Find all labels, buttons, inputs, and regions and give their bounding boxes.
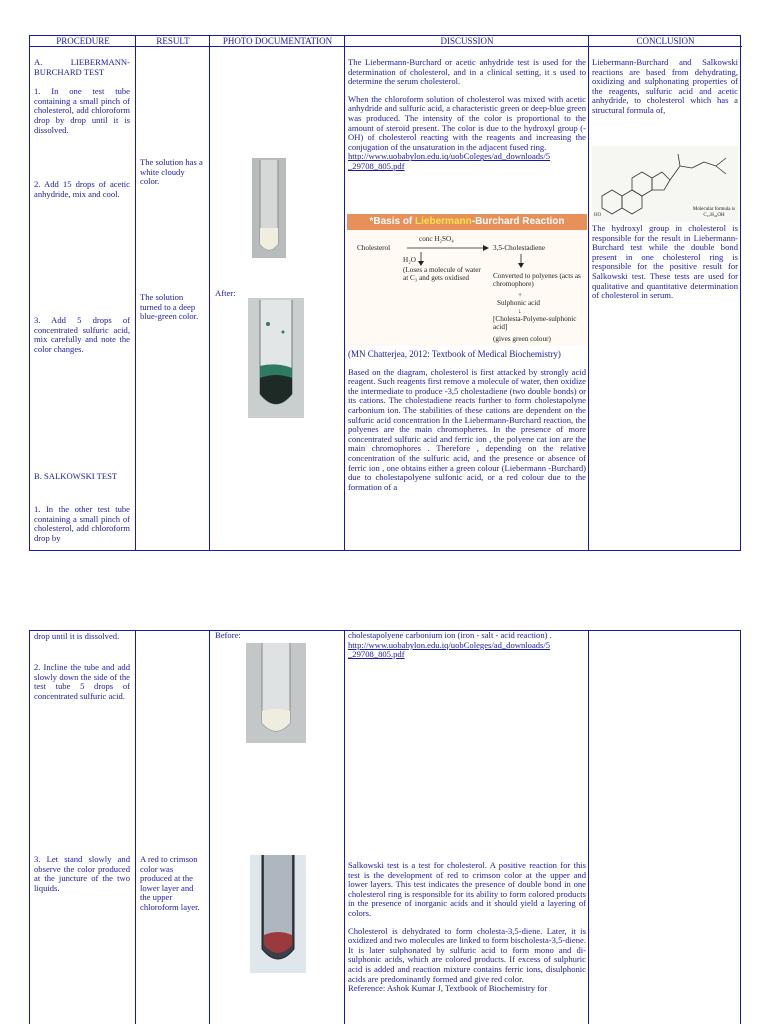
discussion-link-1[interactable]: http://www.uobabylon.edu.iq/uobColeges/ad_downloads/5 _29708_805.pdf bbox=[348, 151, 551, 171]
photo-before-label: Before: bbox=[215, 630, 241, 640]
formula-caption: Molecular formula is C₂₇H₄₆OH bbox=[692, 207, 736, 218]
discussion-color-explanation: When the chloroform solution of cholesterol was mixed with acetic anhydride and sulfuric acid, a characteristic green or deep-blue green was produced. The intensity of the color is proportional to the amount of steroid present. The color is due to the hydroxyl group (-OH) of cholesterol reacting with the reagents and increasing the conjugation of the unsaturation in the adjacent fused ring. bbox=[348, 93, 586, 152]
svg-text:HO: HO bbox=[594, 213, 602, 218]
conclusion-summary: The hydroxyl group in cholesterol is responsible for the result in Liebermann-Burchard test while the double bond present in one cholesterol ring is responsible for the positive result for Salkowski test. These tests are used for qualitative and quantitative determination of cholesterol in serum. bbox=[592, 223, 738, 301]
header-discussion: DISCUSSION bbox=[345, 36, 589, 47]
diagram-down-arrow: ↓ bbox=[518, 307, 522, 315]
discussion-cont: cholestapolyene carbonium ion (iron - salt - acid reaction) . bbox=[348, 630, 552, 640]
procedure-b-step2: 2. Incline the tube and add slowly down the side of the test tube 5 drops of concentrated sulfuric acid. bbox=[34, 662, 130, 701]
procedure-b-title: B. SALKOWSKI TEST bbox=[34, 471, 118, 481]
header-procedure: PROCEDURE bbox=[30, 36, 136, 47]
header-conclusion: CONCLUSION bbox=[589, 36, 742, 47]
photo-after-label: After: bbox=[215, 288, 236, 298]
procedure-a-step3: 3. Add 5 drops of concentrated sulfuric acid, mix carefully and note the color changes. bbox=[34, 315, 130, 354]
results-table-page1 bbox=[29, 35, 741, 551]
results-table-page2 bbox=[29, 630, 741, 1024]
test-tube-photo-red-crimson bbox=[250, 855, 306, 973]
procedure-a-step1: 1. In one test tube containing a small pinch of cholesterol, add chloroform drop by drop until it is dissolved. bbox=[34, 86, 130, 135]
test-tube-photo-before bbox=[246, 643, 306, 743]
diagram-final-color: (gives green colour) bbox=[493, 335, 551, 343]
diagram-title: *Basis of Liebermann-Burchard Reaction bbox=[347, 214, 587, 230]
procedure-a-step2: 2. Add 15 drops of acetic anhydride, mix and cool. bbox=[34, 179, 130, 199]
diagram-plus: + bbox=[518, 291, 523, 299]
diagram-sulphonic: Sulphonic acid bbox=[497, 299, 540, 307]
header-result: RESULT bbox=[136, 36, 210, 47]
procedure-b-step3: 3. Let stand slowly and observe the color produced at the juncture of the two liquids. bbox=[34, 854, 130, 893]
diagram-product: 3,5-Cholestadiene bbox=[493, 244, 546, 252]
discussion-reference: Reference: Ashok Kumar J, Textbook of Biochemistry for bbox=[348, 983, 548, 994]
diagram-h2o: H₂O bbox=[403, 256, 416, 264]
conclusion-intro: Liebermann-Burchard and Salkowski reactions are based from dehydrating, oxidizing and sulphonating properties of the reagents, sulfuric acid and acetic anhydride, to cholesterol which has a structural formula of, bbox=[592, 57, 738, 115]
diagram-converted: Converted to polyenes (acts as chromophore) bbox=[493, 272, 581, 288]
result-white-cloudy: The solution has a white cloudy color. bbox=[140, 157, 203, 187]
discussion-citation: (MN Chatterjea, 2012: Textbook of Medical Biochemistry) bbox=[348, 349, 561, 359]
diagram-final-product: [Cholesta-Polyene-sulphonic acid] bbox=[493, 315, 577, 331]
test-tube-photo-blue-green bbox=[248, 298, 304, 418]
diagram-cholesterol: Cholesterol bbox=[357, 244, 391, 252]
discussion-salkowski: Salkowski test is a test for cholesterol. A positive reaction for this test is the development of red to crimson color at the upper and lower layers. This test indicates the presence of double bond in one cholesterol ring is responsible for its ability to form colored products in the presence of inorganic acids and it should yield a layering of colors. bbox=[348, 860, 586, 918]
procedure-a-title: A. LIEBERMANN-BURCHARD TEST bbox=[34, 57, 130, 77]
arrow-down-icon bbox=[417, 252, 425, 266]
arrow-down-icon bbox=[517, 254, 525, 268]
result-blue-green: The solution turned to a deep blue-green color. bbox=[140, 292, 199, 322]
arrow-right-icon bbox=[407, 244, 489, 252]
diagram-loses-water: (Loses a molecule of water at C₃ and gets oxidised bbox=[403, 266, 481, 282]
discussion-salkowski-mechanism: Cholesterol is dehydrated to form cholesta-3,5-diene. Later, it is oxidized and two molecules are linked to form bischolesta-3,5-diene. It is later sulphonated by sulfuric acid to form mono and di-sulphonic acids, which are colored products. If excess of sulphuric acid is added and reaction mixture contains ferric ions, disulphonic acids are predominantly formed and give red color. bbox=[348, 925, 586, 984]
header-photo-documentation: PHOTO DOCUMENTATION bbox=[210, 36, 345, 47]
procedure-b-step1-cont: drop until it is dissolved. bbox=[34, 631, 120, 641]
procedure-b-step1: 1. In the other test tube containing a small pinch of cholesterol, add chloroform drop by bbox=[34, 504, 130, 543]
discussion-link-2[interactable]: http://www.uobabylon.edu.iq/uobColeges/ad_downloads/5 _29708_805.pdf bbox=[348, 639, 551, 660]
result-red-crimson: A red to crimson color was produced at the lower layer and the upper chloroform layer. bbox=[140, 854, 200, 912]
discussion-mechanism: Based on the diagram, cholesterol is first attacked by strongly acid reagent. Such reagents first remove a molecule of water, then oxidize the intermediate to produce -3,5 cholestadiene (two double bonds) or its cations. The cholestadiene reacts further to form cholestapolyne carbonium ion. The stabilities of these cations are dependent on the sulfuric acid concentration In the Liebermann-Burchard reaction, the polyenes are the main chromopheres. In the presence of more concentrated sulfuric acid and ferric ion , the polyene cat ion are the main chromophores . Therefore , depending on the relative concentration of the sulfuric acid, and the presence or absence of ferric ion , one obtains either a green colour (Liebermann -Burchard) due to cholestapolyene sulfonic acid, or a red colour due to the formation of a bbox=[348, 366, 586, 492]
discussion-intro: The Liebermann-Burchard or acetic anhydride test is used for the determination of cholesterol, and in a clinical setting, it s used to determine the serum cholesterol. bbox=[348, 57, 586, 87]
liebermann-burchard-reaction-diagram bbox=[347, 214, 587, 346]
diagram-reagent: conc H₂SO₄ bbox=[419, 235, 454, 243]
test-tube-photo-white-cloudy bbox=[252, 158, 286, 258]
